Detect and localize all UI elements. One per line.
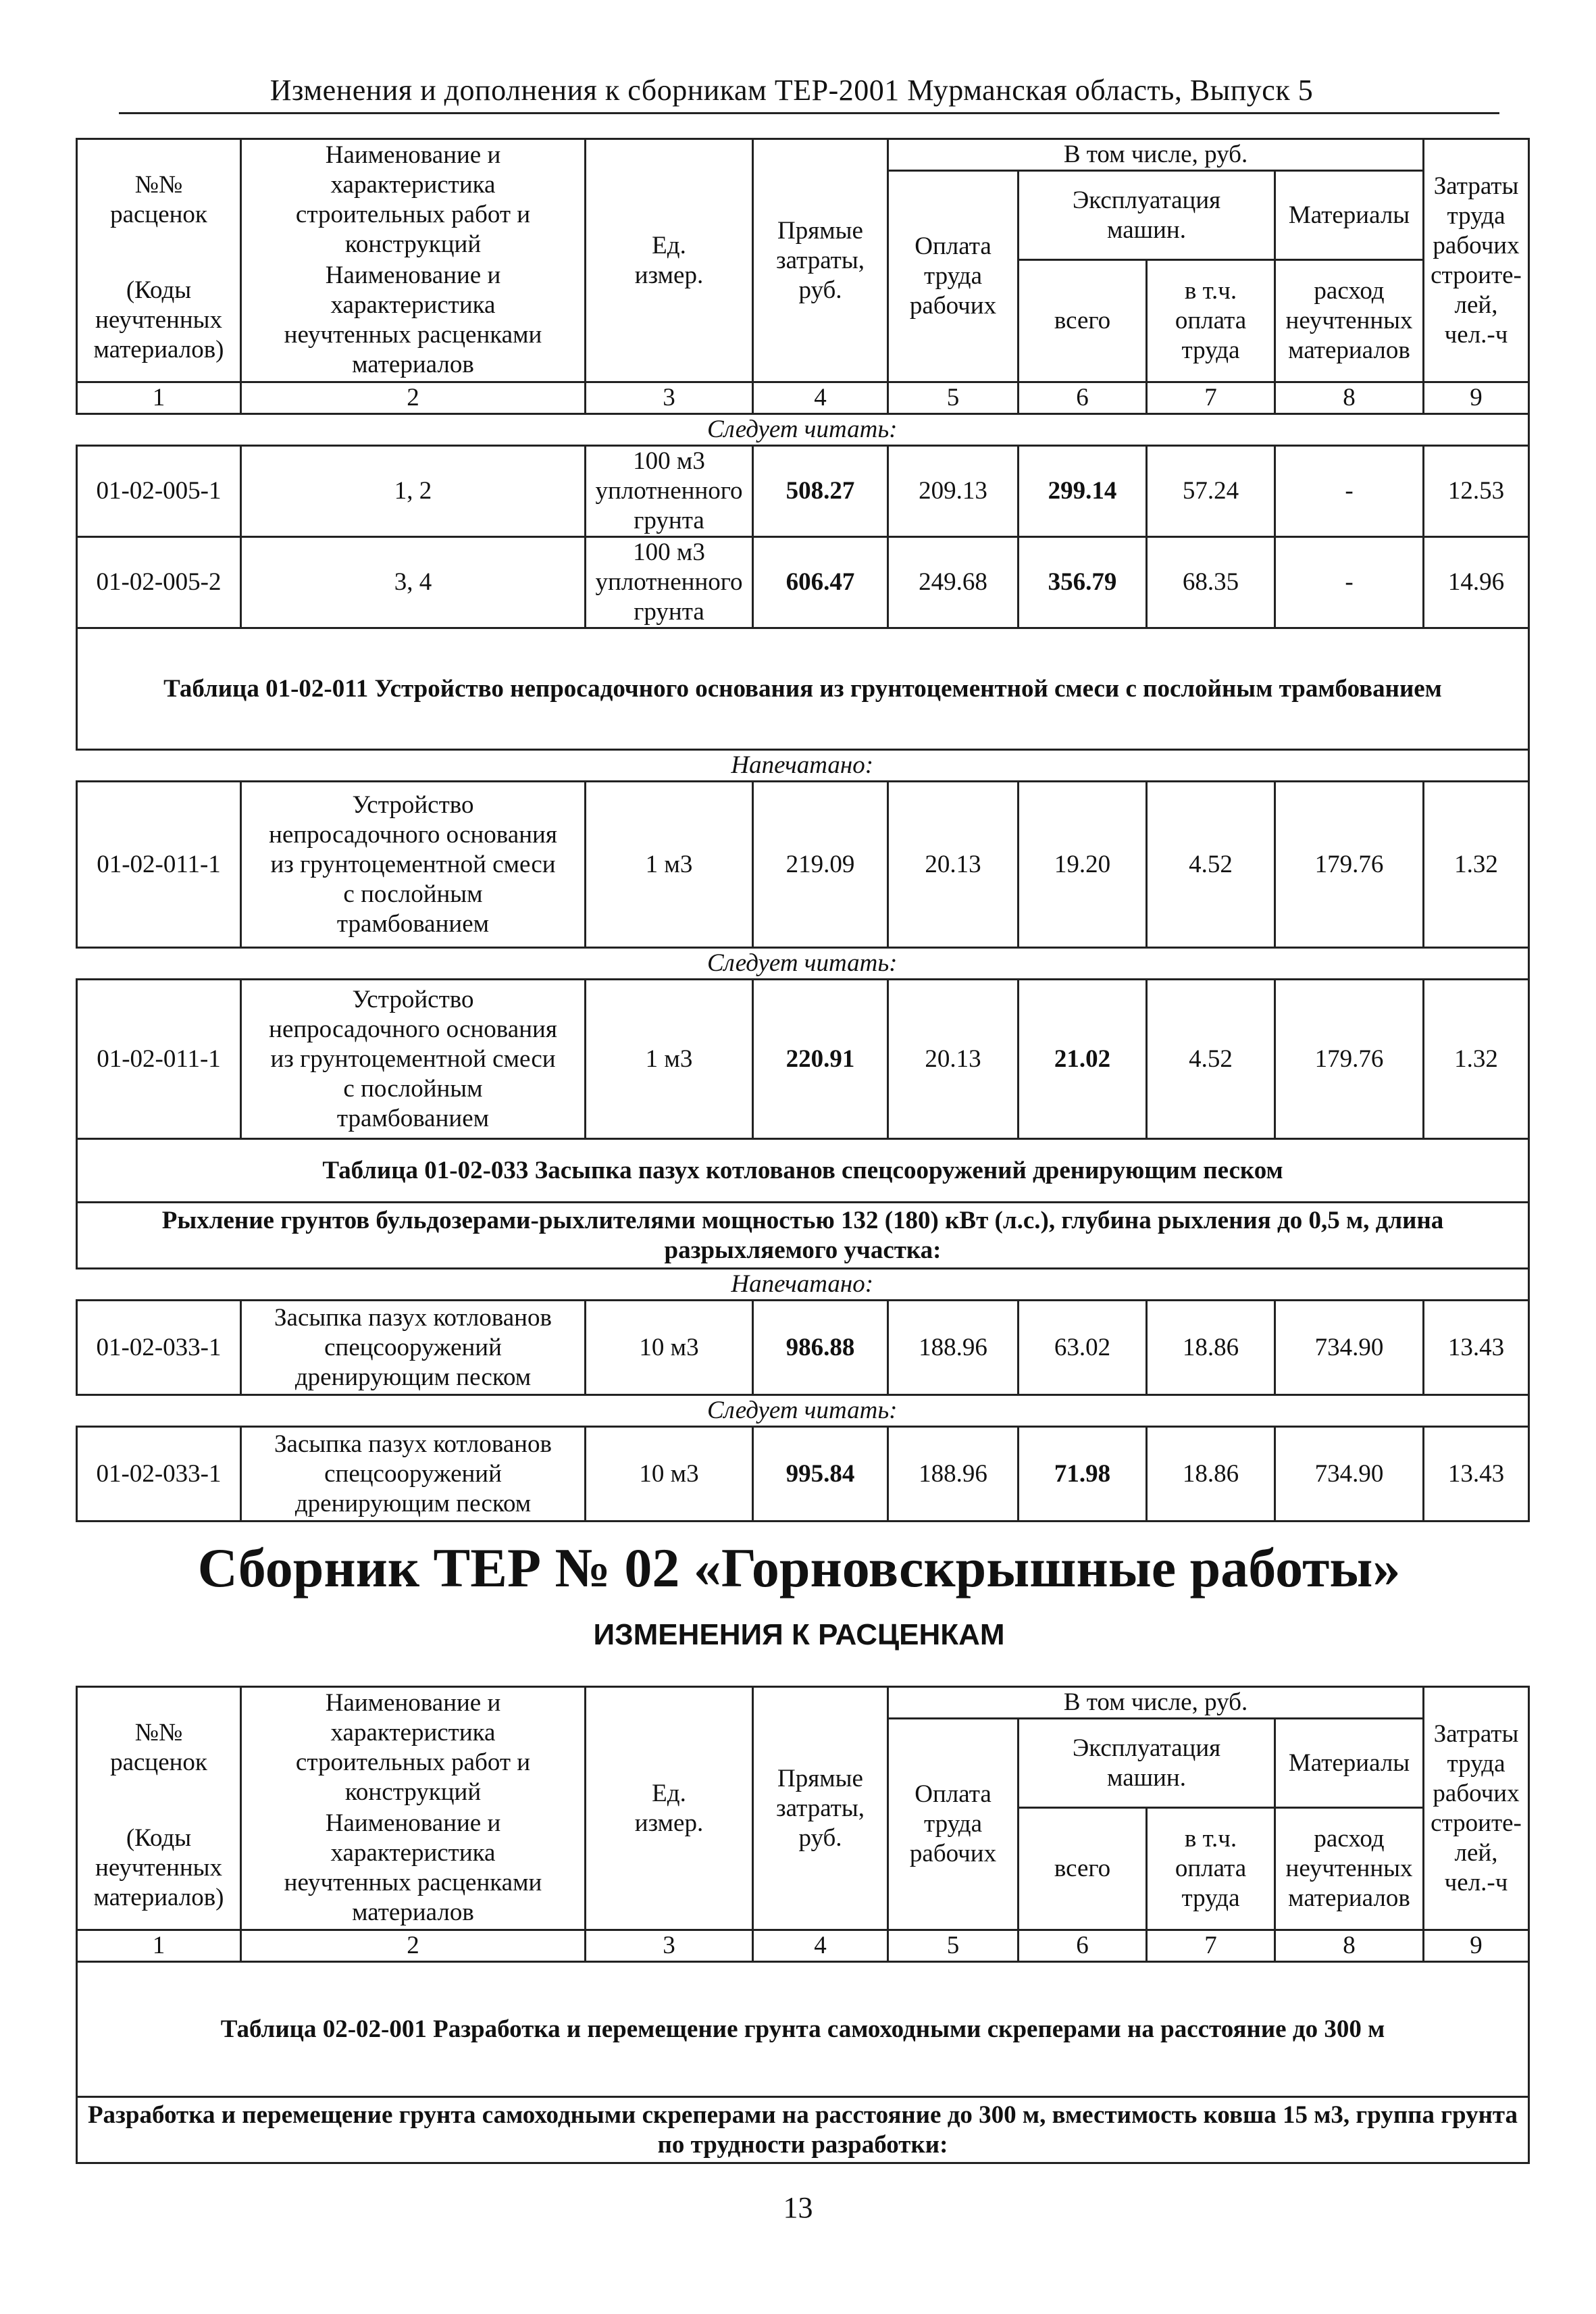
direct-cost: 986.88: [753, 1301, 888, 1395]
wages-cost: 209.13: [888, 446, 1019, 537]
labor-cost: 12.53: [1424, 446, 1529, 537]
machines-cost: 21.02: [1019, 980, 1147, 1139]
col-name-header: Наименование и характеристика строительных работ и конструкций: [241, 1687, 586, 1808]
machines-wages-cost: 18.86: [1147, 1301, 1275, 1395]
direct-cost: 606.47: [753, 537, 888, 628]
materials-cost: -: [1275, 537, 1424, 628]
col-number: 6: [1019, 1930, 1147, 1962]
wages-cost: 188.96: [888, 1301, 1019, 1395]
direct-cost: 220.91: [753, 980, 888, 1139]
table-row: [77, 1427, 1529, 1521]
materials-cost: 179.76: [1275, 782, 1424, 948]
direct-cost: 219.09: [753, 782, 888, 948]
rate-code: 01-02-011-1: [77, 980, 241, 1139]
rate-code: 01-02-011-1: [77, 782, 241, 948]
col-consumption-header: расход неучтенных материалов: [1275, 1808, 1424, 1930]
col-code-header: №№ расценок: [77, 1687, 241, 1808]
table-row: [77, 980, 1529, 1139]
wages-cost: 249.68: [888, 537, 1019, 628]
col-materials-header: Материалы: [1275, 171, 1424, 260]
col-code-header: №№ расценок: [77, 139, 241, 260]
rate-name: Засыпка пазух котлованов спецсооружений дренирующим песком: [241, 1427, 586, 1521]
col-incl-wages-header: в т.ч. оплата труда: [1147, 260, 1275, 382]
col-number: 3: [586, 1930, 753, 1962]
col-unit-header: Ед. измер.: [586, 139, 753, 382]
col-name-subheader: Наименование и характеристика неучтенных расценками материалов: [241, 1808, 586, 1930]
col-number: 5: [888, 1930, 1019, 1962]
machines-cost: 299.14: [1019, 446, 1147, 537]
col-number: 7: [1147, 382, 1275, 414]
rate-unit: 10 м3: [586, 1301, 753, 1395]
direct-cost: 508.27: [753, 446, 888, 537]
labor-cost: 13.43: [1424, 1427, 1529, 1521]
labor-cost: 1.32: [1424, 980, 1529, 1139]
rate-code: 01-02-033-1: [77, 1427, 241, 1521]
col-code-subheader: (Коды неучтенных материалов): [77, 260, 241, 382]
col-unit-header: Ед. измер.: [586, 1687, 753, 1930]
wages-cost: 20.13: [888, 980, 1019, 1139]
col-number: 5: [888, 382, 1019, 414]
col-labor-header: Затраты труда рабочих строите- лей, чел.-ч: [1424, 139, 1529, 382]
header-rule: [119, 112, 1499, 114]
machines-wages-cost: 68.35: [1147, 537, 1275, 628]
col-number: 7: [1147, 1930, 1275, 1962]
in-total-header: В том числе, руб.: [888, 1687, 1424, 1719]
col-total-header: всего: [1019, 1808, 1147, 1930]
rate-name: 1, 2: [241, 446, 586, 537]
page-header: Изменения и дополнения к сборникам ТЕР-2001 Мурманская область, Выпуск 5: [269, 74, 1314, 107]
col-number: 8: [1275, 1930, 1424, 1962]
rate-code: 01-02-033-1: [77, 1301, 241, 1395]
col-wages-header: Оплата труда рабочих: [888, 171, 1019, 382]
table-title-02-02-001: Таблица 02-02-001 Разработка и перемещение грунта самоходными скреперами на расстояние до 300 м: [77, 1962, 1529, 2097]
col-materials-header: Материалы: [1275, 1719, 1424, 1808]
col-machines-header: Эксплуатация машин.: [1019, 171, 1275, 260]
col-number: 1: [77, 382, 241, 414]
col-consumption-header: расход неучтенных материалов: [1275, 260, 1424, 382]
labor-cost: 13.43: [1424, 1301, 1529, 1395]
col-code-subheader: (Коды неучтенных материалов): [77, 1808, 241, 1930]
col-number: 9: [1424, 1930, 1529, 1962]
machines-cost: 63.02: [1019, 1301, 1147, 1395]
rate-unit: 100 м3 уплотненного грунта: [586, 537, 753, 628]
machines-wages-cost: 18.86: [1147, 1427, 1275, 1521]
machines-wages-cost: 4.52: [1147, 782, 1275, 948]
in-total-header: В том числе, руб.: [888, 139, 1424, 171]
col-name-subheader: Наименование и характеристика неучтенных расценками материалов: [241, 260, 586, 382]
col-number: 3: [586, 382, 753, 414]
col-wages-header: Оплата труда рабочих: [888, 1719, 1019, 1930]
machines-cost: 356.79: [1019, 537, 1147, 628]
col-number: 2: [241, 1930, 586, 1962]
rate-unit: 100 м3 уплотненного грунта: [586, 446, 753, 537]
materials-cost: 734.90: [1275, 1301, 1424, 1395]
rate-unit: 1 м3: [586, 980, 753, 1139]
should-read-label: Следует читать:: [77, 948, 1529, 980]
table-row: [77, 1301, 1529, 1395]
page-number: 13: [783, 2191, 813, 2224]
collection-title: Сборник ТЕР № 02 «Горновскрышные работы»: [197, 1537, 1401, 1599]
col-direct-header: Прямые затраты, руб.: [753, 139, 888, 382]
col-name-header: Наименование и характеристика строительных работ и конструкций: [241, 139, 586, 260]
changes-title: ИЗМЕНЕНИЯ К РАСЦЕНКАМ: [593, 1618, 1005, 1651]
rate-unit: 10 м3: [586, 1427, 753, 1521]
labor-cost: 14.96: [1424, 537, 1529, 628]
rates-table-1: [76, 138, 1530, 1522]
rate-code: 01-02-005-2: [77, 537, 241, 628]
machines-wages-cost: 4.52: [1147, 980, 1275, 1139]
col-number: 9: [1424, 382, 1529, 414]
col-incl-wages-header: в т.ч. оплата труда: [1147, 1808, 1275, 1930]
rate-code: 01-02-005-1: [77, 446, 241, 537]
col-number: 1: [77, 1930, 241, 1962]
machines-cost: 71.98: [1019, 1427, 1147, 1521]
table-subtitle-01-02-033: Рыхление грунтов бульдозерами-рыхлителями мощностью 132 (180) кВт (л.с.), глубина рыхления до 0,5 м, длина разрыхляемого участка:: [77, 1203, 1529, 1269]
col-total-header: всего: [1019, 260, 1147, 382]
rates-table-2: [76, 1686, 1530, 2164]
col-number: 4: [753, 382, 888, 414]
col-number: 2: [241, 382, 586, 414]
direct-cost: 995.84: [753, 1427, 888, 1521]
materials-cost: 734.90: [1275, 1427, 1424, 1521]
table-row: [77, 446, 1529, 537]
col-number: 6: [1019, 382, 1147, 414]
should-read-label: Следует читать:: [77, 1395, 1529, 1427]
rate-name: Засыпка пазух котлованов спецсооружений дренирующим песком: [241, 1301, 586, 1395]
table-title-01-02-011: Таблица 01-02-011 Устройство непросадочного основания из грунтоцементной смеси с послойным трамбованием: [77, 628, 1529, 750]
col-machines-header: Эксплуатация машин.: [1019, 1719, 1275, 1808]
printed-label: Напечатано:: [77, 750, 1529, 782]
printed-label: Напечатано:: [77, 1269, 1529, 1301]
wages-cost: 20.13: [888, 782, 1019, 948]
col-direct-header: Прямые затраты, руб.: [753, 1687, 888, 1930]
rate-name: Устройство непросадочного основания из грунтоцементной смеси с послойным трамбованием: [241, 782, 586, 948]
table-row: [77, 782, 1529, 948]
materials-cost: -: [1275, 446, 1424, 537]
labor-cost: 1.32: [1424, 782, 1529, 948]
table-title-01-02-033: Таблица 01-02-033 Засыпка пазух котлованов спецсооружений дренирующим песком: [77, 1139, 1529, 1203]
materials-cost: 179.76: [1275, 980, 1424, 1139]
col-number: 8: [1275, 382, 1424, 414]
table-row: [77, 537, 1529, 628]
rate-unit: 1 м3: [586, 782, 753, 948]
rate-name: Устройство непросадочного основания из грунтоцементной смеси с послойным трамбованием: [241, 980, 586, 1139]
machines-cost: 19.20: [1019, 782, 1147, 948]
rate-name: 3, 4: [241, 537, 586, 628]
should-read-label: Следует читать:: [77, 414, 1529, 446]
table-subtitle-02-02-001: Разработка и перемещение грунта самоходными скреперами на расстояние до 300 м, вместимость ковша 15 м3, группа грунта по трудности разработки:: [77, 2097, 1529, 2163]
col-number: 4: [753, 1930, 888, 1962]
wages-cost: 188.96: [888, 1427, 1019, 1521]
machines-wages-cost: 57.24: [1147, 446, 1275, 537]
col-labor-header: Затраты труда рабочих строите- лей, чел.-ч: [1424, 1687, 1529, 1930]
